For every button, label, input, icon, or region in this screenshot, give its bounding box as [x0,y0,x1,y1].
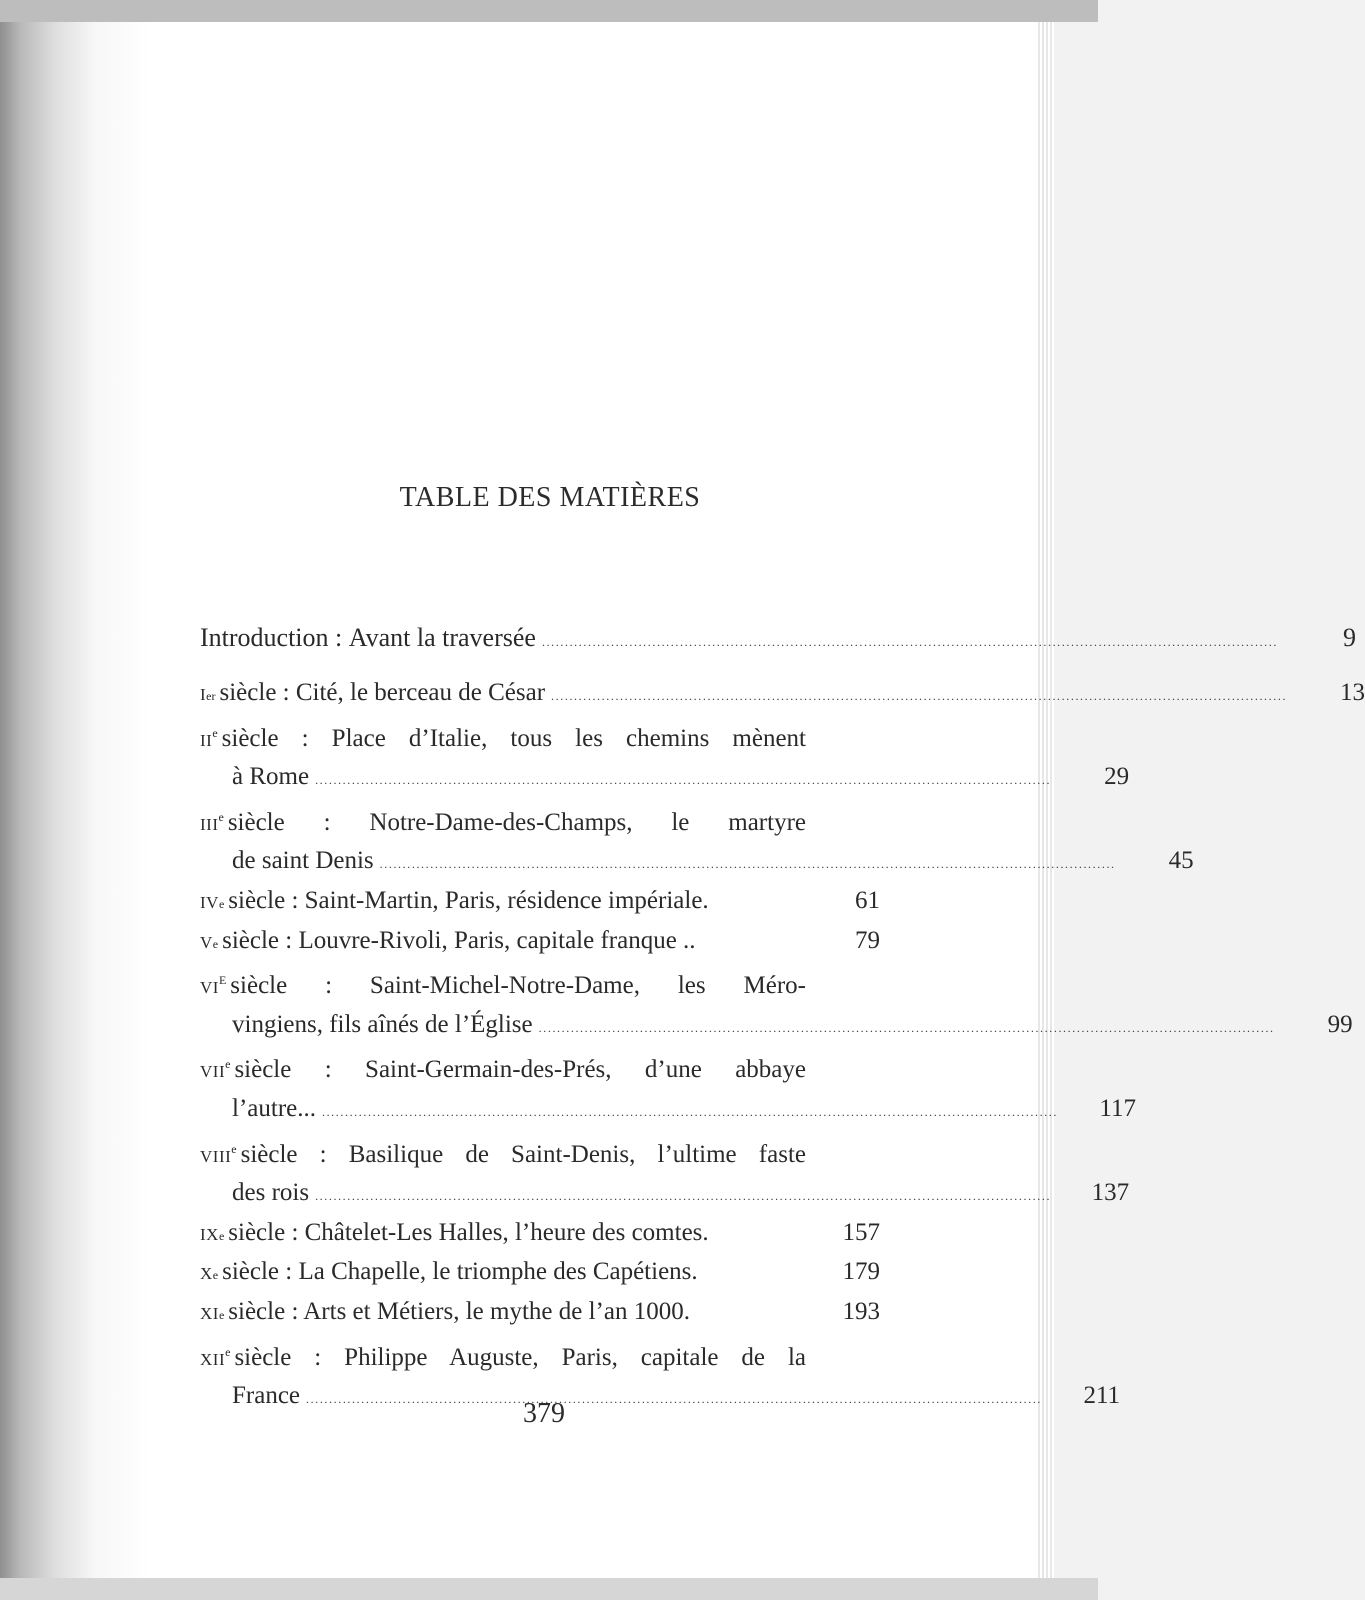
entry-heading [200,1131,806,1176]
entry-title-continued: à Rome [232,763,310,791]
toc-entry [200,1254,880,1294]
entry-line [200,1254,880,1294]
century-suffix: e [212,1268,219,1283]
scan-background-bottom [0,1578,1098,1600]
entry-title: siècle : Saint-Martin, Paris, résidence impériale. [228,886,709,914]
entry-title-continued: l’autre... [232,1094,316,1122]
century-suffix: er [206,689,216,703]
toc-entry [200,715,1130,799]
intro-page-number: 9 [1342,623,1356,652]
entry-heading [200,715,806,760]
century-suffix: e [218,896,225,911]
entry-title: siècle : Basilique de Saint-Denis, l’ultime faste [240,1140,806,1168]
entry-heading [200,799,806,844]
toc-entry [200,1215,880,1255]
leader-dots: ................................................................................................................................................................ [551,689,1288,703]
toc-entry [200,1294,880,1334]
leader-dots: ................................................................................................................................................................ [321,1104,1058,1119]
entry-title-continued: France [232,1382,301,1410]
entry-page-number: 79 [855,926,880,954]
entry-line [200,715,880,760]
entry-page-number: 45 [1168,847,1194,875]
entry-page-number: 211 [1083,1382,1121,1410]
entry-line [200,799,880,844]
entry-line [200,962,880,1007]
century-suffix: e [218,1228,225,1243]
entry-page-number: 61 [855,886,880,914]
entry-line [200,1334,880,1379]
century-suffix: e [225,1344,231,1359]
toc-entry [200,799,1194,883]
entry-continuation-line [200,1091,1136,1131]
entry-title: siècle : Saint-Germain-des-Prés, d’une abbaye [234,1056,806,1084]
entry-page-number: 13 [1340,679,1365,706]
entry-heading [200,1046,806,1091]
toc-entry [200,923,880,963]
entry-continuation-line [200,759,1130,799]
toc-entry [200,962,1353,1046]
entry-title: siècle : Philippe Auguste, Paris, capitale de la [234,1343,806,1371]
toc-entry [200,675,1365,715]
century-suffix: e [212,936,219,951]
entry-line [200,923,880,963]
entry-line [200,1215,880,1255]
century-suffix: e [212,725,218,740]
entry-title-continued: des rois [232,1179,310,1207]
entry-heading [200,962,806,1007]
century-numeral: VII [200,1062,226,1082]
leader-dots: ................................................................................................................................................................ [306,1392,1043,1407]
century-numeral: VIII [200,1146,232,1166]
scan-background-top [0,0,1098,22]
entry-line [200,1046,880,1091]
leader-dots: ................................................................................................................................................................ [315,773,1052,788]
century-suffix: e [218,809,224,824]
century-numeral: XII [200,1349,226,1369]
leader-dots: ................................................................................................................................................................ [315,1189,1052,1204]
century-numeral: IV [200,892,219,912]
entry-continuation-line [200,1007,1353,1047]
entry-title: siècle : La Chapelle, le triomphe des Capétiens. [222,1258,698,1286]
entry-page-number: 157 [842,1218,880,1246]
century-suffix: e [225,1057,231,1072]
entry-page-number: 117 [1099,1094,1136,1122]
entry-line [200,883,880,923]
page-number: 379 [523,1398,565,1429]
entry-title: siècle : Arts et Métiers, le mythe de l’an 1000. [228,1297,690,1325]
entry-title-continued: vingiens, fils aînés de l’Église [232,1010,533,1038]
leader-dots: ................................................................................................................................................................ [379,857,1116,872]
century-numeral: X [200,1264,213,1284]
leader-dots: ................................................................................................................................................................ [538,1020,1275,1035]
leader-dots: ................................................................................................................................................................ [541,635,1278,649]
entry-title-continued: de saint Denis [232,847,374,875]
entry-continuation-line [200,843,1194,883]
entry-title: siècle : Saint-Michel-Notre-Dame, les Méro- [230,972,806,1000]
century-suffix: E [218,973,227,988]
toc-entry-list [200,675,1365,1418]
century-suffix: e [218,1307,225,1322]
entry-page-number: 179 [842,1258,880,1286]
century-numeral: I [200,685,207,704]
page-title: TABLE DES MATIÈRES [399,482,701,513]
intro-text: Avant la traversée [348,623,536,652]
century-suffix: e [231,1141,237,1156]
entry-continuation-line [200,1175,1130,1215]
entry-title: siècle : Notre-Dame-des-Champs, le martyre [227,808,806,836]
toc-entry [200,1131,1130,1215]
century-numeral: II [200,730,213,750]
entry-line [200,675,1365,715]
entry-title: siècle : Châtelet-Les Halles, l’heure des comtes. [228,1218,709,1246]
century-numeral: III [200,814,219,834]
entry-title: siècle : Louvre-Rivoli, Paris, capitale franque .. [222,926,696,954]
entry-page-number: 137 [1091,1179,1130,1207]
century-numeral: VI [200,978,219,998]
entry-page-number: 99 [1327,1010,1353,1038]
century-numeral: IX [200,1224,219,1244]
entry-page-number: 29 [1104,763,1130,791]
page-edge [1036,22,1054,1578]
toc-intro-entry [200,620,1356,660]
century-numeral: V [200,932,213,952]
entry-page-number: 193 [842,1297,880,1325]
toc-entry [200,883,880,923]
intro-label: Introduction : [200,623,343,652]
entry-line [200,1131,880,1176]
toc-entry [200,1046,1136,1130]
entry-title: siècle : Cité, le berceau de César [219,679,546,706]
century-numeral: XI [200,1303,219,1323]
entry-heading [200,1334,806,1379]
entry-line [200,1294,880,1334]
entry-title: siècle : Place d’Italie, tous les chemins mènent [221,724,806,752]
